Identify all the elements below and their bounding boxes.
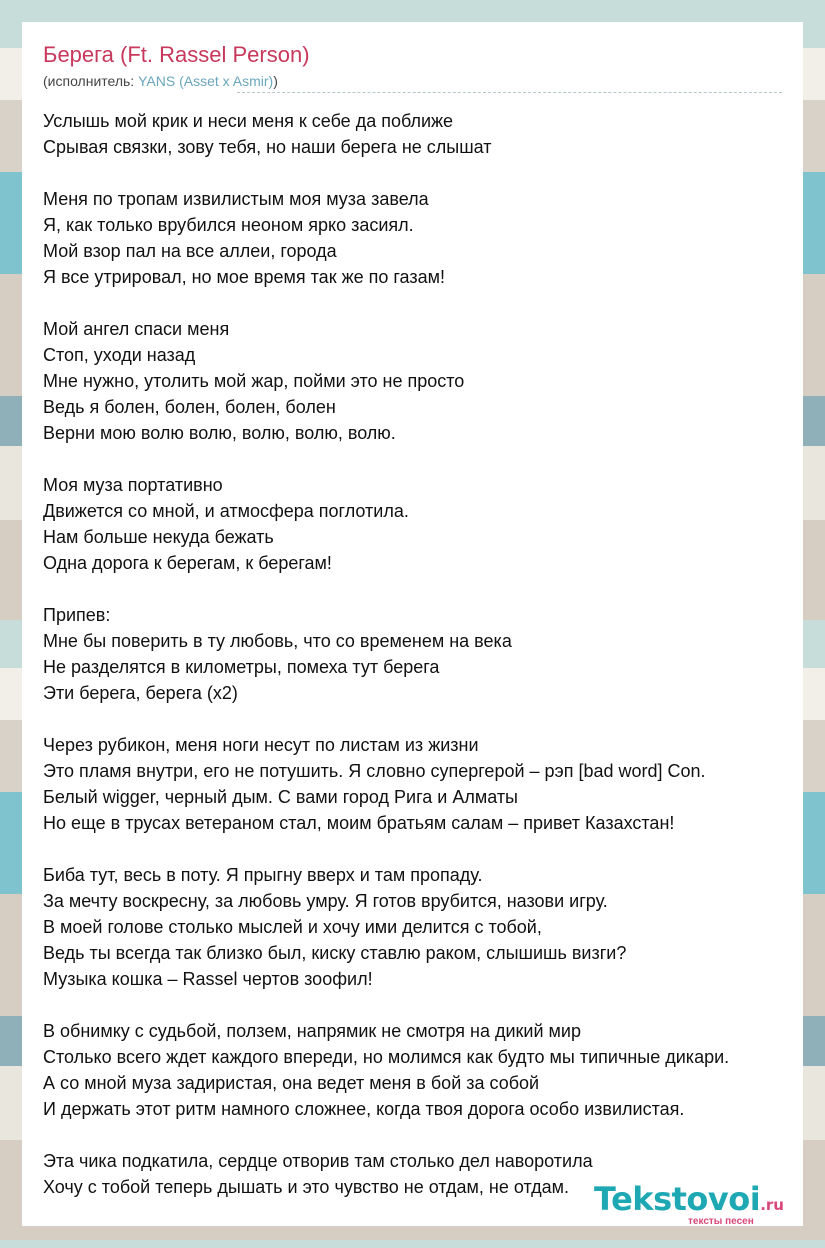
lyric-line: Это пламя внутри, его не потушить. Я словно супергерой – рэп [bad word] Con.	[43, 761, 706, 781]
lyric-line: Не разделятся в километры, помеха тут берега	[43, 657, 440, 677]
lyric-line: Я, как только врубился неоном ярко засиял.	[43, 215, 414, 235]
lyric-line: А со мной муза задиристая, она ведет меня в бой за собой	[43, 1073, 540, 1093]
stanza-gap	[43, 992, 729, 1018]
lyric-line: Столько всего ждет каждого впереди, но молимся как будто мы типичные дикари.	[43, 1047, 730, 1067]
lyric-line: Припев:	[43, 605, 111, 625]
lyric-line: Хочу с тобой теперь дышать и это чувство не отдам, не отдам.	[43, 1177, 570, 1197]
lyrics-card	[22, 22, 803, 1226]
artist-prefix: (исполнитель:	[43, 73, 139, 89]
lyric-line: Эта чика подкатила, сердце отворив там столько дел наворотила	[43, 1151, 593, 1171]
lyric-line: Ведь ты всегда так близко был, киску ставлю раком, слышишь визги?	[43, 943, 627, 963]
lyric-line: Мне бы поверить в ту любовь, что со временем на века	[43, 631, 512, 651]
artist-suffix: )	[273, 73, 278, 89]
lyric-line: Музыка кошка – Rassel чертов зоофил!	[43, 969, 373, 989]
lyric-line: В обнимку с судьбой, ползем, напрямик не смотря на дикий мир	[43, 1021, 581, 1041]
lyric-line: Верни мою волю волю, волю, волю, волю.	[43, 423, 396, 443]
lyric-line: И держать этот ритм намного сложнее, когда твоя дорога особо извилистая.	[43, 1099, 685, 1119]
lyric-line: Я все утрировал, но мое время так же по газам!	[43, 267, 445, 287]
lyric-line: Мне нужно, утолить мой жар, пойми это не просто	[43, 371, 465, 391]
lyric-line: В моей голове столько мыслей и хочу ими делится с тобой,	[43, 917, 542, 937]
lyric-line: Эти берега, берега (x2)	[43, 683, 238, 703]
lyric-line: Срывая связки, зову тебя, но наши берега не слышат	[43, 137, 492, 157]
stanza-gap	[43, 446, 729, 472]
lyric-line: Услышь мой крик и неси меня к себе да поближе	[43, 111, 454, 131]
site-logo[interactable]	[594, 1180, 784, 1226]
stanza-gap	[43, 836, 729, 862]
lyric-line: Моя муза портативно	[43, 475, 223, 495]
stanza-gap	[43, 706, 729, 732]
stanza-gap	[43, 160, 729, 186]
stanza-gap	[43, 290, 729, 316]
song-title: Берега (Ft. Rassel Person)	[43, 42, 310, 67]
lyric-line: Белый wigger, черный дым. С вами город Рига и Алматы	[43, 787, 518, 807]
lyric-line: За мечту воскресну, за любовь умру. Я готов врубится, назови игру.	[43, 891, 608, 911]
lyric-line: Ведь я болен, болен, болен, болен	[43, 397, 336, 417]
stanza-gap	[43, 576, 729, 602]
lyric-line: Через рубикон, меня ноги несут по листам из жизни	[43, 735, 479, 755]
logo-tagline: тексты песен	[688, 1216, 754, 1226]
lyric-line: Мой ангел спаси меня	[43, 319, 230, 339]
lyric-line: Но еще в трусах ветераном стал, моим братьям салам – привет Казахстан!	[43, 813, 675, 833]
lyric-line: Нам больше некуда бежать	[43, 527, 274, 547]
lyric-line: Одна дорога к берегам, к берегам!	[43, 553, 332, 573]
lyric-line: Мой взор пал на все аллеи, города	[43, 241, 337, 261]
logo-tld: .ru	[760, 1196, 784, 1214]
lyric-line: Биба тут, весь в поту. Я прыгну вверх и там пропаду.	[43, 865, 483, 885]
stanza-gap	[43, 1122, 729, 1148]
lyric-line: Движется со мной, и атмосфера поглотила.	[43, 501, 409, 521]
lyric-line: Меня по тропам извилистым моя муза завела	[43, 189, 429, 209]
lyrics-text	[43, 108, 729, 1200]
title-divider	[237, 92, 782, 93]
logo-main-text: Tekstovoi	[594, 1180, 761, 1218]
artist-link[interactable]: YANS (Asset x Asmir)	[138, 73, 274, 89]
artist-line	[43, 73, 278, 89]
lyric-line: Стоп, уходи назад	[43, 345, 196, 365]
